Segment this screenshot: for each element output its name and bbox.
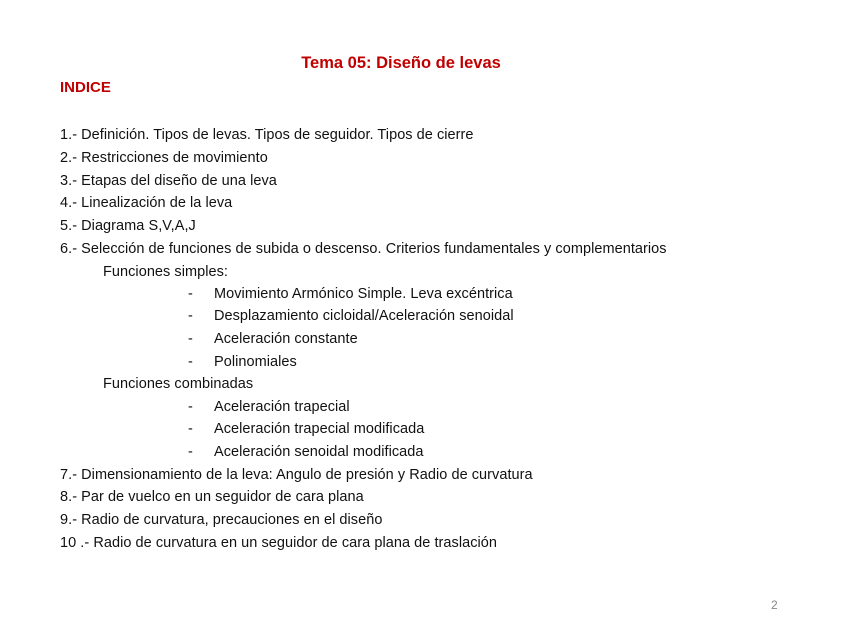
bullet-dash: - <box>188 286 193 302</box>
index-item-1: 1.- Definición. Tipos de levas. Tipos de seguidor. Tipos de cierre <box>60 127 474 143</box>
simple-function-item: Aceleración constante <box>214 331 358 347</box>
index-item-10: 10 .- Radio de curvatura en un seguidor de cara plana de traslación <box>60 535 498 551</box>
index-item-8: 8.- Par de vuelco en un seguidor de cara plana <box>60 489 364 505</box>
bullet-dash: - <box>188 308 193 324</box>
bullet-dash: - <box>188 399 193 415</box>
index-item-7: 7.- Dimensionamiento de la leva: Angulo de presión y Radio de curvatura <box>60 467 533 483</box>
simple-function-item: Desplazamiento cicloidal/Aceleración senoidal <box>214 308 514 324</box>
bullet-dash: - <box>188 421 193 437</box>
combined-function-item: Aceleración trapecial <box>214 399 350 415</box>
page-number: 2 <box>771 598 778 612</box>
bullet-dash: - <box>188 354 193 370</box>
index-item-5: 5.- Diagrama S,V,A,J <box>60 218 196 234</box>
index-item-2: 2.- Restricciones de movimiento <box>60 150 268 166</box>
index-item-6: 6.- Selección de funciones de subida o descenso. Criterios fundamentales y complementarios <box>60 241 667 257</box>
bullet-dash: - <box>188 331 193 347</box>
slide-title: Tema 05: Diseño de levas <box>301 54 501 72</box>
index-item-4: 4.- Linealización de la leva <box>60 195 233 211</box>
simple-function-item: Movimiento Armónico Simple. Leva excéntrica <box>214 286 513 302</box>
index-item-3: 3.- Etapas del diseño de una leva <box>60 173 277 189</box>
combined-function-item: Aceleración senoidal modificada <box>214 444 424 460</box>
combined-functions-heading: Funciones combinadas <box>103 376 254 392</box>
bullet-dash: - <box>188 444 193 460</box>
combined-function-item: Aceleración trapecial modificada <box>214 421 425 437</box>
simple-functions-heading: Funciones simples: <box>103 264 229 280</box>
index-heading: INDICE <box>60 79 111 96</box>
simple-function-item: Polinomiales <box>214 354 297 370</box>
index-item-9: 9.- Radio de curvatura, precauciones en el diseño <box>60 512 383 528</box>
